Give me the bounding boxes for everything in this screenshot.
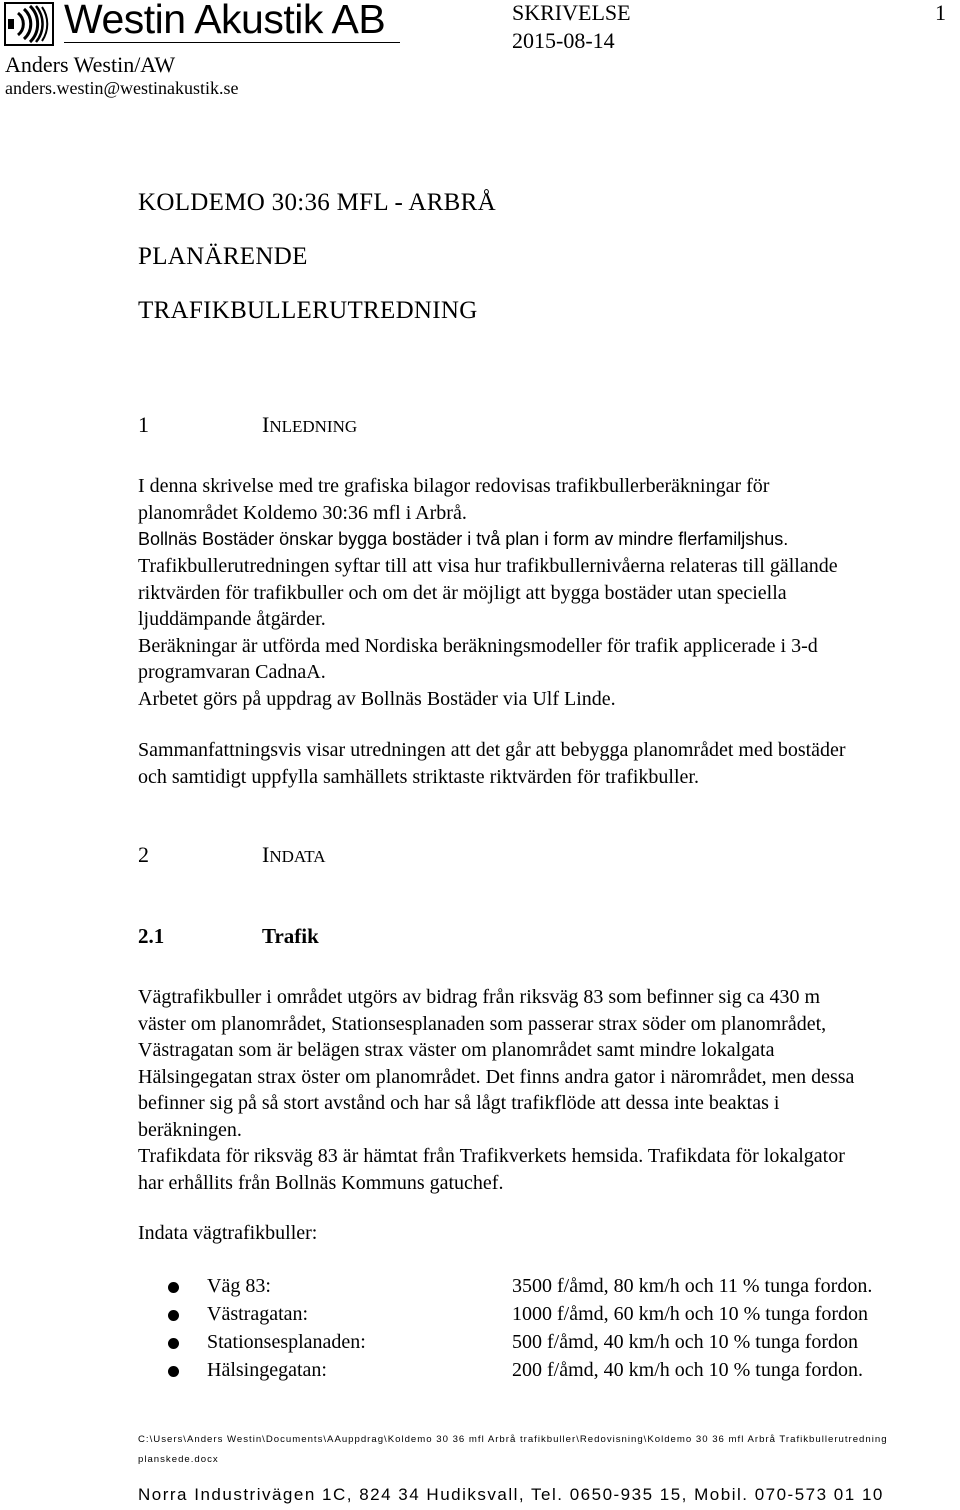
section-1-title: INLEDNING xyxy=(262,412,358,437)
text-line: C:\Users\Anders Westin\Documents\AAuppdrag\Koldemo 30 36 mfl Arbrå trafikbuller\Redovisning\Koldemo 30 36 mfl Arbrå Trafikbullerutredning xyxy=(138,1434,888,1445)
section-1-paragraph-cont xyxy=(138,553,838,712)
section-2-1-title: Trafik xyxy=(262,924,319,948)
section-1-number: 1 xyxy=(138,412,149,437)
section-2-1-number: 2.1 xyxy=(138,924,165,948)
text-line: och samtidigt uppfylla samhällets striktaste riktvärden för trafikbuller. xyxy=(138,765,699,788)
text-line: Trafikbullerutredningen syftar till att visa hur trafikbullernivåerna relateras till gällande xyxy=(138,555,838,577)
text-line: programvaran CadnaA. xyxy=(138,661,326,683)
soundwave-logo-icon xyxy=(4,2,54,46)
text-line: Vägtrafikbuller i området utgörs av bidrag från riksväg 83 som befinner sig ca 430 m xyxy=(138,986,821,1008)
document-subtitle: PLANÄRENDE xyxy=(138,243,308,270)
text-line: Bollnäs Bostäder önskar bygga bostäder i två plan i form av mindre flerfamiljshus. xyxy=(138,529,789,549)
list-item-value: 3500 f/åmd, 80 km/h och 11 % tunga fordon. xyxy=(512,1275,873,1297)
list-item-name: Väg 83: xyxy=(207,1275,271,1297)
bullet-icon xyxy=(168,1282,179,1293)
list-item-name: Västragatan: xyxy=(207,1303,309,1325)
list-item-name: Hälsingegatan: xyxy=(207,1359,327,1381)
footer-address: Norra Industrivägen 1C, 824 34 Hudiksvall, Tel. 0650-935 15, Mobil. 070-573 01 10 xyxy=(138,1485,884,1504)
text-line: planskede.docx xyxy=(138,1454,219,1465)
summary-paragraph xyxy=(138,737,846,790)
text-line: ljuddämpande åtgärder. xyxy=(138,608,326,630)
section-2-number: 2 xyxy=(138,842,149,867)
page-number: 1 xyxy=(935,0,946,25)
text-line: Arbetet görs på uppdrag av Bollnäs Bostäder via Ulf Linde. xyxy=(138,687,616,710)
company-name: Westin Akustik AB xyxy=(64,0,386,42)
text-line: beräkningen. xyxy=(138,1118,242,1141)
text-line: väster om planområdet, Stationsesplanaden som passerar strax söder om planområdet, xyxy=(138,1012,827,1035)
section-2-1-paragraph xyxy=(138,984,854,1196)
text-line: riktvärden för trafikbuller och om det är möjligt att bygga bostäder utan speciella xyxy=(138,581,787,604)
section-2-title: INDATA xyxy=(262,842,326,867)
document-topic: TRAFIKBULLERUTREDNING xyxy=(138,297,478,324)
text-line: Sammanfattningsvis visar utredningen att det går att bebygga planområdet med bostäder xyxy=(138,739,846,761)
author-name: Anders Westin/AW xyxy=(5,52,176,77)
bullet-icon xyxy=(168,1310,179,1321)
list-item-value: 500 f/åmd, 40 km/h och 10 % tunga fordon xyxy=(512,1331,859,1353)
text-line: Beräkningar är utförda med Nordiska beräkningsmodeller för trafik applicerade i 3-d xyxy=(138,634,818,657)
list-item-value: 1000 f/åmd, 60 km/h och 10 % tunga fordon xyxy=(512,1303,869,1325)
text-line: befinner sig på så stort avstånd och har så lågt trafikflöde att dessa inte beaktas i xyxy=(138,1092,780,1114)
text-line: Hälsingegatan strax öster om planområdet. Det finns andra gator i närområdet, men dessa xyxy=(138,1065,855,1088)
bullet-icon xyxy=(168,1366,179,1377)
text-line: Västragatan som är belägen strax väster om planområdet samt mindre lokalgata xyxy=(138,1039,775,1061)
text-line: Trafikdata för riksväg 83 är hämtat från Trafikverkets hemsida. Trafikdata för lokalgator xyxy=(138,1145,845,1167)
indata-heading: Indata vägtrafikbuller: xyxy=(138,1222,318,1244)
text-line: har erhållits från Bollnäs Kommuns gatuchef. xyxy=(138,1171,504,1194)
list-item-name: Stationsesplanaden: xyxy=(207,1331,366,1353)
document-type: SKRIVELSE xyxy=(512,0,631,25)
footer-file-path xyxy=(138,1430,888,1470)
document-title: KOLDEMO 30:36 MFL - ARBRÅ xyxy=(138,189,496,216)
section-1-paragraph xyxy=(138,473,769,526)
bullet-icon xyxy=(168,1338,179,1349)
header-rule xyxy=(64,42,400,43)
author-email: anders.westin@westinakustik.se xyxy=(5,78,239,98)
text-line: planområdet Koldemo 30:36 mfl i Arbrå. xyxy=(138,501,467,524)
list-item-value: 200 f/åmd, 40 km/h och 10 % tunga fordon. xyxy=(512,1359,864,1381)
document-date: 2015-08-14 xyxy=(512,28,615,53)
text-line: I denna skrivelse med tre grafiska bilagor redovisas trafikbullerberäkningar för xyxy=(138,475,770,497)
